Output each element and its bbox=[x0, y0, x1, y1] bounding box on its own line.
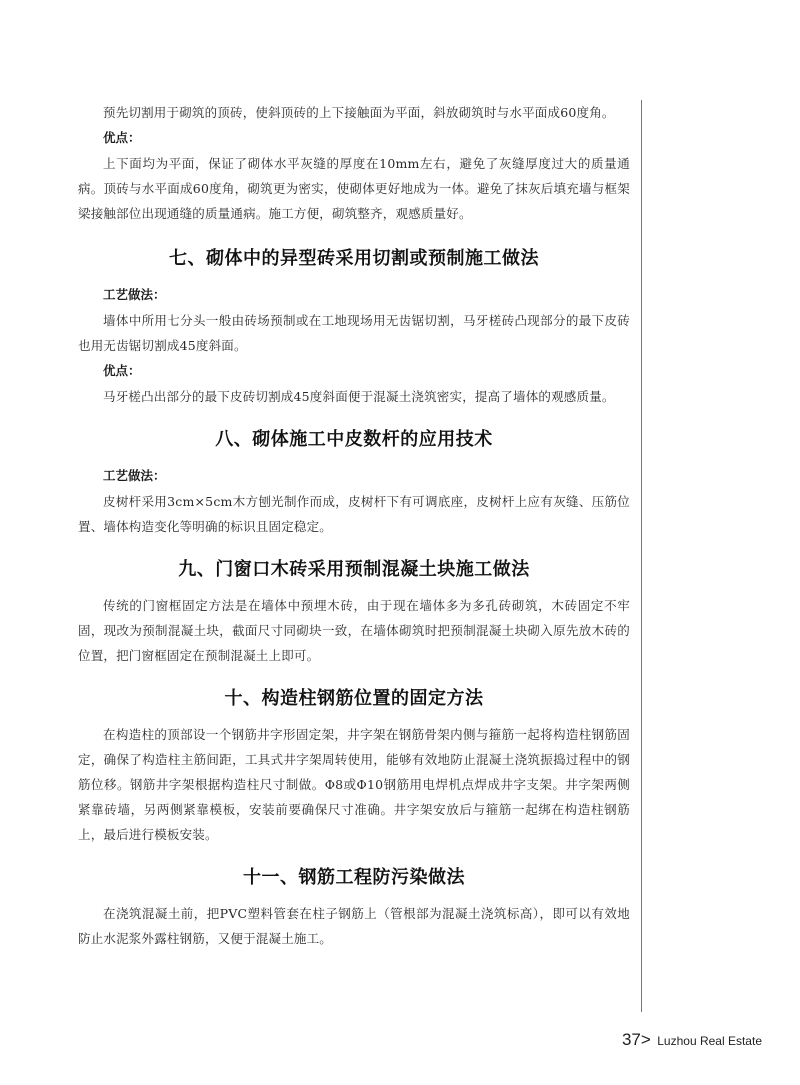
section-7-paragraph-1: 墙体中所用七分头一般由砖场预制或在工地现场用无齿锯切割，马牙槎砖凸现部分的最下皮砖也用无齿锯切割成45度斜面。 bbox=[78, 313, 630, 353]
intro-paragraph-1: 预先切割用于砌筑的顶砖，使斜顶砖的上下接触面为平面，斜放砌筑时与水平面成60度角。 bbox=[103, 105, 615, 120]
advantages-label: 优点： bbox=[103, 130, 141, 145]
section-9-heading: 九、门窗口木砖采用预制混凝土块施工做法 bbox=[178, 559, 530, 580]
article-body bbox=[78, 100, 630, 951]
section-10-paragraph-1: 在构造柱的顶部设一个钢筋井字形固定架，井字架在钢筋骨架内侧与箍筋一起将构造柱钢筋固定，确保了构造柱主筋间距，工具式井字架周转使用，能够有效地防止混凝土浇筑振捣过程中的钢筋位移。钢筋井字架根据构造柱尺寸制做。Φ8或Φ10钢筋用电焊机点焊成井字支架。井字架两侧紧靠砖墙，另两侧紧靠模板，安装前要确保尺寸准确。井字架安放后与箍筋一起绑在构造柱钢筋上，最后进行模板安装。 bbox=[78, 727, 630, 842]
column-rule bbox=[641, 100, 642, 1012]
section-7-method-label: 工艺做法： bbox=[103, 287, 166, 302]
intro-paragraph-2: 上下面均为平面，保证了砌体水平灰缝的厚度在10mm左右，避免了灰缝厚度过大的质量通病。顶砖与水平面成60度角，砌筑更为密实，使砌体更好地成为一体。避免了抹灰后填充墙与框架梁接触部位出现通缝的质量通病。施工方便，砌筑整齐，观感质量好。 bbox=[78, 156, 630, 221]
page-footer bbox=[622, 1030, 762, 1050]
section-9-paragraph-1: 传统的门窗框固定方法是在墙体中预埋木砖，由于现在墙体多为多孔砖砌筑，木砖固定不牢固，现改为预制混凝土块，截面尺寸同砌块一致，在墙体砌筑时把预制混凝土块砌入原先放木砖的位置，把门窗框固定在预制混凝土上即可。 bbox=[78, 598, 630, 663]
section-7-paragraph-2: 马牙槎凸出部分的最下皮砖切割成45度斜面便于混凝土浇筑密实，提高了墙体的观感质量。 bbox=[103, 389, 615, 404]
section-11-paragraph-1: 在浇筑混凝土前，把PVC塑料管套在柱子钢筋上（管根部为混凝土浇筑标高），即可以有效地防止水泥浆外露柱钢筋，又便于混凝土施工。 bbox=[78, 906, 630, 946]
section-8-paragraph-1: 皮树杆采用3cm×5cm木方刨光制作而成，皮树杆下有可调底座，皮树杆上应有灰缝、压筋位置、墙体构造变化等明确的标识且固定稳定。 bbox=[78, 494, 630, 534]
section-11-heading: 十一、钢筋工程防污染做法 bbox=[243, 867, 465, 888]
page-number: 37> bbox=[621, 1030, 651, 1049]
publication-name: Luzhou Real Estate bbox=[657, 1034, 762, 1048]
section-7-advantages-label: 优点： bbox=[103, 363, 141, 378]
section-7-heading: 七、砌体中的异型砖采用切割或预制施工做法 bbox=[169, 248, 539, 269]
section-10-heading: 十、构造柱钢筋位置的固定方法 bbox=[224, 688, 484, 709]
section-8-method-label: 工艺做法： bbox=[103, 468, 166, 483]
section-8-heading: 八、砌体施工中皮数杆的应用技术 bbox=[215, 429, 493, 450]
